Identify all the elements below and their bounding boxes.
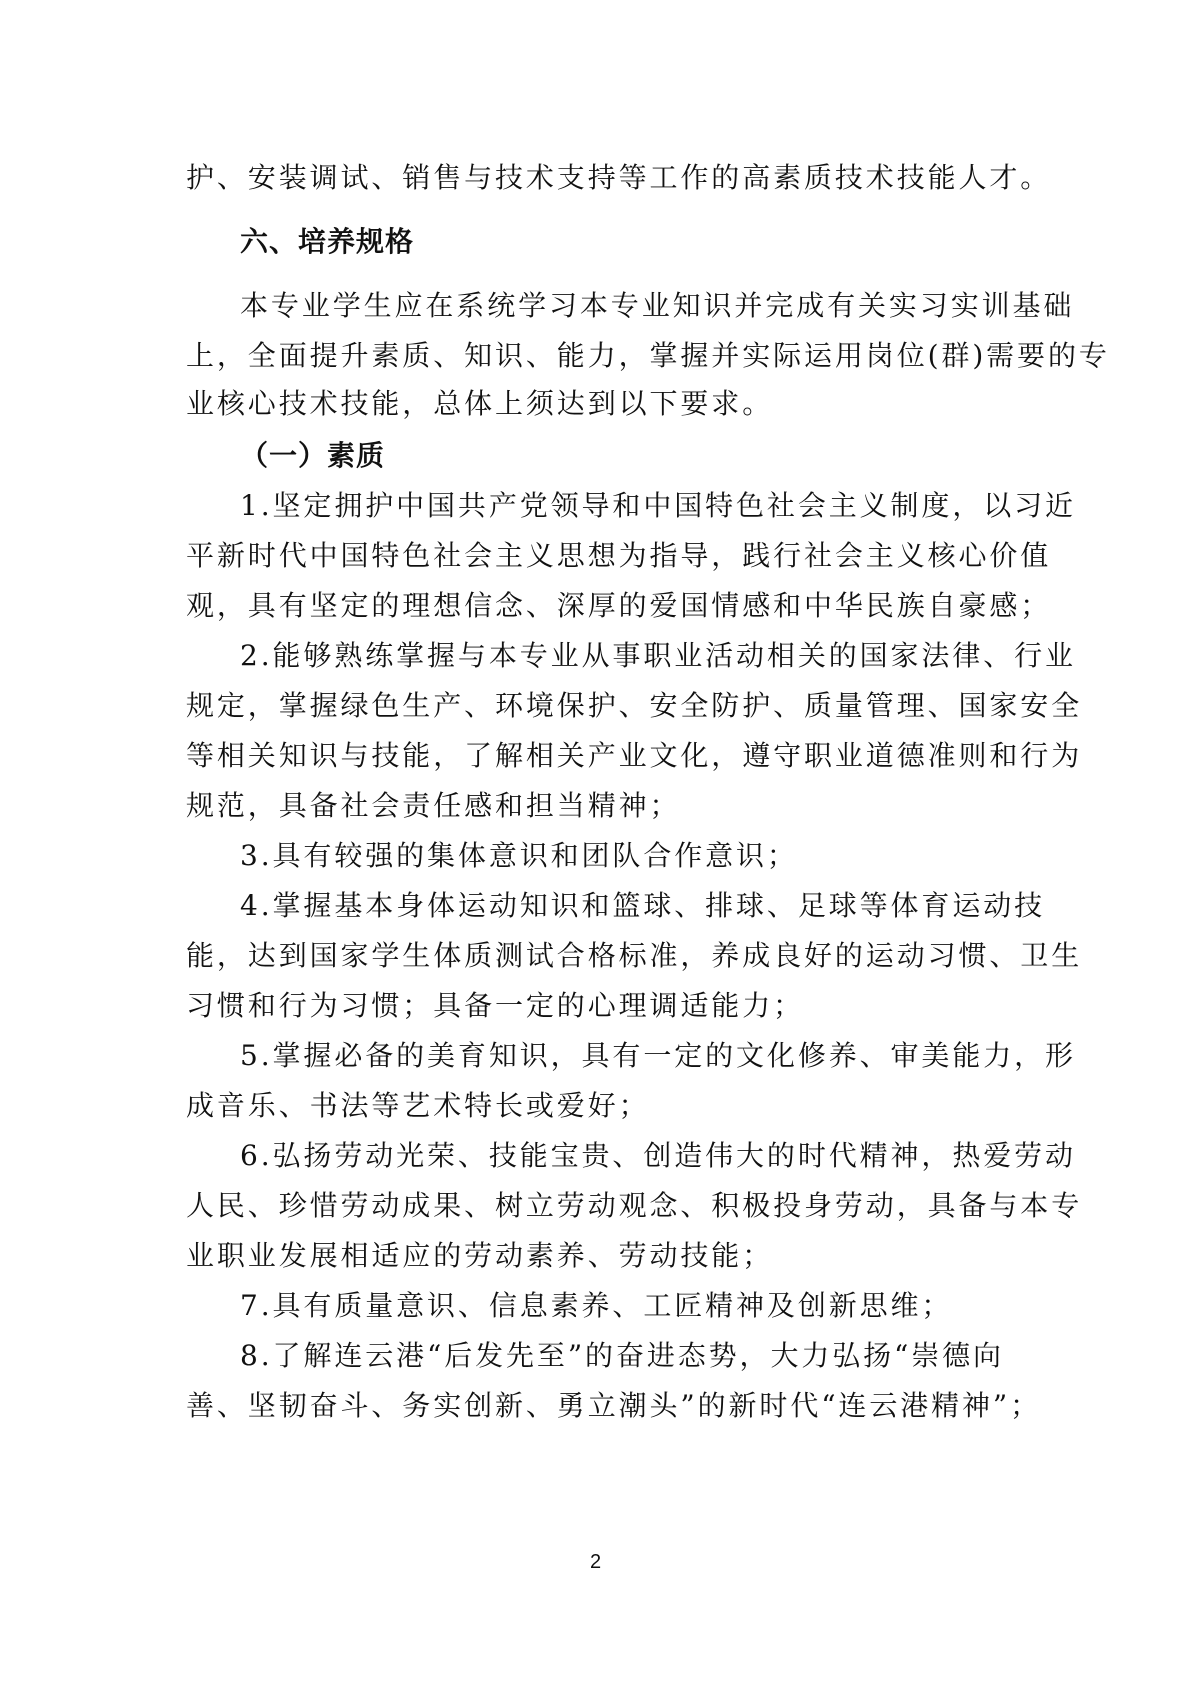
list-item-line: 3.具有较强的集体意识和团队合作意识； xyxy=(240,839,798,872)
list-item-line: 2.能够熟练掌握与本专业从事职业活动相关的国家法律、行业 xyxy=(240,639,1076,672)
list-item-line: 观，具有坚定的理想信念、深厚的爱国情感和中华民族自豪感； xyxy=(186,589,1052,622)
list-item-line: 能，达到国家学生体质测试合格标准，养成良好的运动习惯、卫生 xyxy=(186,939,1083,972)
list-item-line: 6.弘扬劳动光荣、技能宝贵、创造伟大的时代精神，热爱劳动 xyxy=(240,1139,1076,1172)
list-item-line: 人民、珍惜劳动成果、树立劳动观念、积极投身劳动，具备与本专 xyxy=(186,1189,1083,1222)
list-item-line: 业职业发展相适应的劳动素养、劳动技能； xyxy=(186,1239,774,1272)
list-item-line: 5.掌握必备的美育知识，具有一定的文化修养、审美能力，形 xyxy=(240,1039,1076,1072)
list-item-line: 1.坚定拥护中国共产党领导和中国特色社会主义制度，以习近 xyxy=(240,489,1076,522)
list-item-line: 成音乐、书法等艺术特长或爱好； xyxy=(186,1089,650,1122)
list-item-line: 等相关知识与技能，了解相关产业文化，遵守职业道德准则和行为 xyxy=(186,739,1083,772)
subsection-heading: （一）素质 xyxy=(240,439,386,472)
paragraph-line: 护、安装调试、销售与技术支持等工作的高素质技术技能人才。 xyxy=(186,161,1052,194)
section-heading: 六、培养规格 xyxy=(240,225,415,258)
list-item-line: 7.具有质量意识、信息素养、工匠精神及创新思维； xyxy=(240,1289,953,1322)
paragraph-line: 上，全面提升素质、知识、能力，掌握并实际运用岗位(群)需要的专 xyxy=(186,339,1110,372)
list-item-line: 善、坚韧奋斗、务实创新、勇立潮头”的新时代“连云港精神”； xyxy=(186,1389,1042,1422)
list-item-line: 规定，掌握绿色生产、环境保护、安全防护、质量管理、国家安全 xyxy=(186,689,1083,722)
paragraph-line: 本专业学生应在系统学习本专业知识并完成有关实习实训基础 xyxy=(240,289,1075,322)
list-item-line: 平新时代中国特色社会主义思想为指导，践行社会主义核心价值 xyxy=(186,539,1052,572)
list-item-line: 4.掌握基本身体运动知识和篮球、排球、足球等体育运动技 xyxy=(240,889,1046,922)
list-item-line: 8.了解连云港“后发先至”的奋进态势，大力弘扬“崇德向 xyxy=(240,1339,1004,1372)
list-item-line: 习惯和行为习惯；具备一定的心理调适能力； xyxy=(186,989,805,1022)
paragraph-line: 业核心技术技能，总体上须达到以下要求。 xyxy=(186,387,774,420)
list-item-line: 规范，具备社会责任感和担当精神； xyxy=(186,789,681,822)
page-number: 2 xyxy=(589,1551,602,1573)
